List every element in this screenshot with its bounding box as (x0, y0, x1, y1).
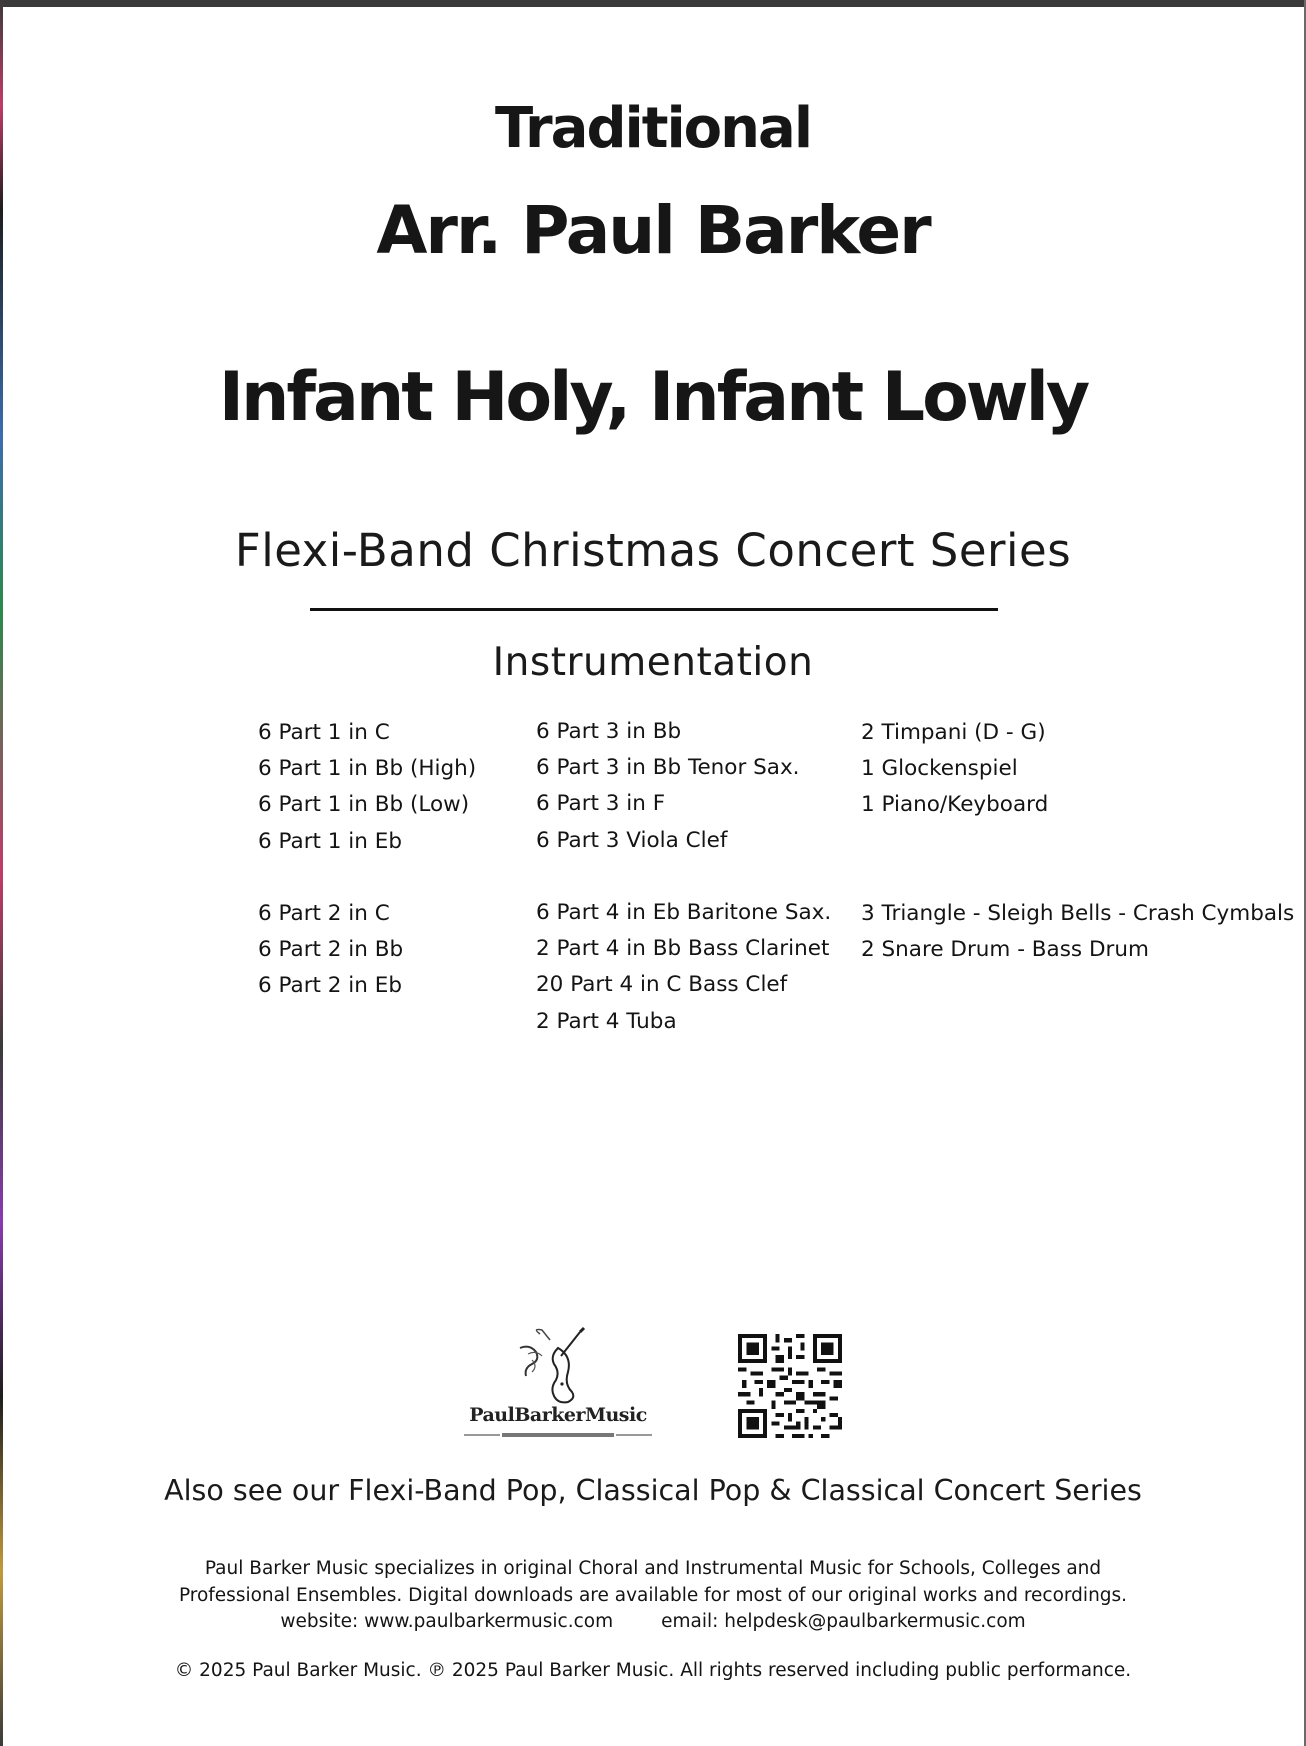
part-item: 6 Part 1 in Eb (258, 828, 402, 854)
parts-column-1-group-2 (258, 896, 403, 1005)
violin-logo-icon (502, 1326, 602, 1404)
parts-column-3-group-1 (861, 715, 1048, 824)
part-item: 6 Part 3 in Bb (536, 719, 682, 744)
part-item: 6 Part 1 in Bb (High) (258, 756, 477, 782)
part-item: 6 Part 3 Viola Clef (536, 827, 728, 853)
parts-column-3-group-2 (861, 896, 1294, 968)
copyright-notice: © 2025 Paul Barker Music. ℗ 2025 Paul Barker Music. All rights reserved including public performance. (174, 1660, 1132, 1681)
part-item: 2 Part 4 Tuba (536, 1008, 677, 1034)
logo-tagline-rule (462, 1430, 654, 1440)
part-item: 20 Part 4 in C Bass Clef (536, 972, 788, 998)
composer-credit: Traditional (494, 96, 812, 161)
part-item: 2 Timpani (D - G) (861, 720, 1046, 745)
part-item: 2 Part 4 in Bb Bass Clarinet (536, 936, 830, 962)
part-item: 6 Part 1 in Bb (Low) (258, 792, 470, 818)
part-item: 2 Snare Drum - Bass Drum (861, 937, 1149, 963)
title-divider (310, 608, 998, 611)
part-item: 6 Part 2 in Eb (258, 973, 402, 999)
about-line-2: Professional Ensembles. Digital downloads are available for most of our original works and recordings. (178, 1585, 1128, 1606)
parts-column-1-group-1 (258, 715, 476, 860)
qr-code-icon (738, 1334, 842, 1438)
email-link[interactable]: email: helpdesk@paulbarkermusic.com (661, 1611, 1026, 1632)
part-item: 6 Part 3 in Bb Tenor Sax. (536, 755, 800, 781)
part-item: 1 Glockenspiel (861, 756, 1018, 782)
series-title: Flexi-Band Christmas Concert Series (234, 524, 1072, 577)
instrumentation-heading: Instrumentation (492, 640, 814, 685)
website-link[interactable]: website: www.paulbarkermusic.com (280, 1611, 614, 1632)
window-top-border (0, 0, 1306, 7)
parts-column-2-group-2 (536, 895, 831, 1040)
part-item: 6 Part 2 in C (258, 901, 390, 926)
piece-title: Infant Holy, Infant Lowly (218, 358, 1088, 437)
contact-line (0, 1608, 1306, 1635)
logo-wordmark: PaulBarkerMusic (469, 1404, 647, 1426)
arranger-credit: Arr. Paul Barker (376, 192, 930, 269)
about-text (0, 1555, 1306, 1609)
part-item: 3 Triangle - Sleigh Bells - Crash Cymbals (861, 901, 1295, 926)
part-item: 1 Piano/Keyboard (861, 792, 1049, 818)
part-item: 6 Part 2 in Bb (258, 937, 404, 963)
part-item: 6 Part 3 in F (536, 791, 666, 817)
part-item: 6 Part 1 in C (258, 720, 390, 745)
publisher-logo (462, 1326, 654, 1440)
also-see-series: Also see our Flexi-Band Pop, Classical Pop & Classical Concert Series (164, 1474, 1142, 1507)
part-item: 6 Part 4 in Eb Baritone Sax. (536, 900, 832, 925)
about-line-1: Paul Barker Music specializes in original Choral and Instrumental Music for Schools, Colleges and (204, 1558, 1102, 1579)
parts-column-2-group-1 (536, 714, 800, 859)
